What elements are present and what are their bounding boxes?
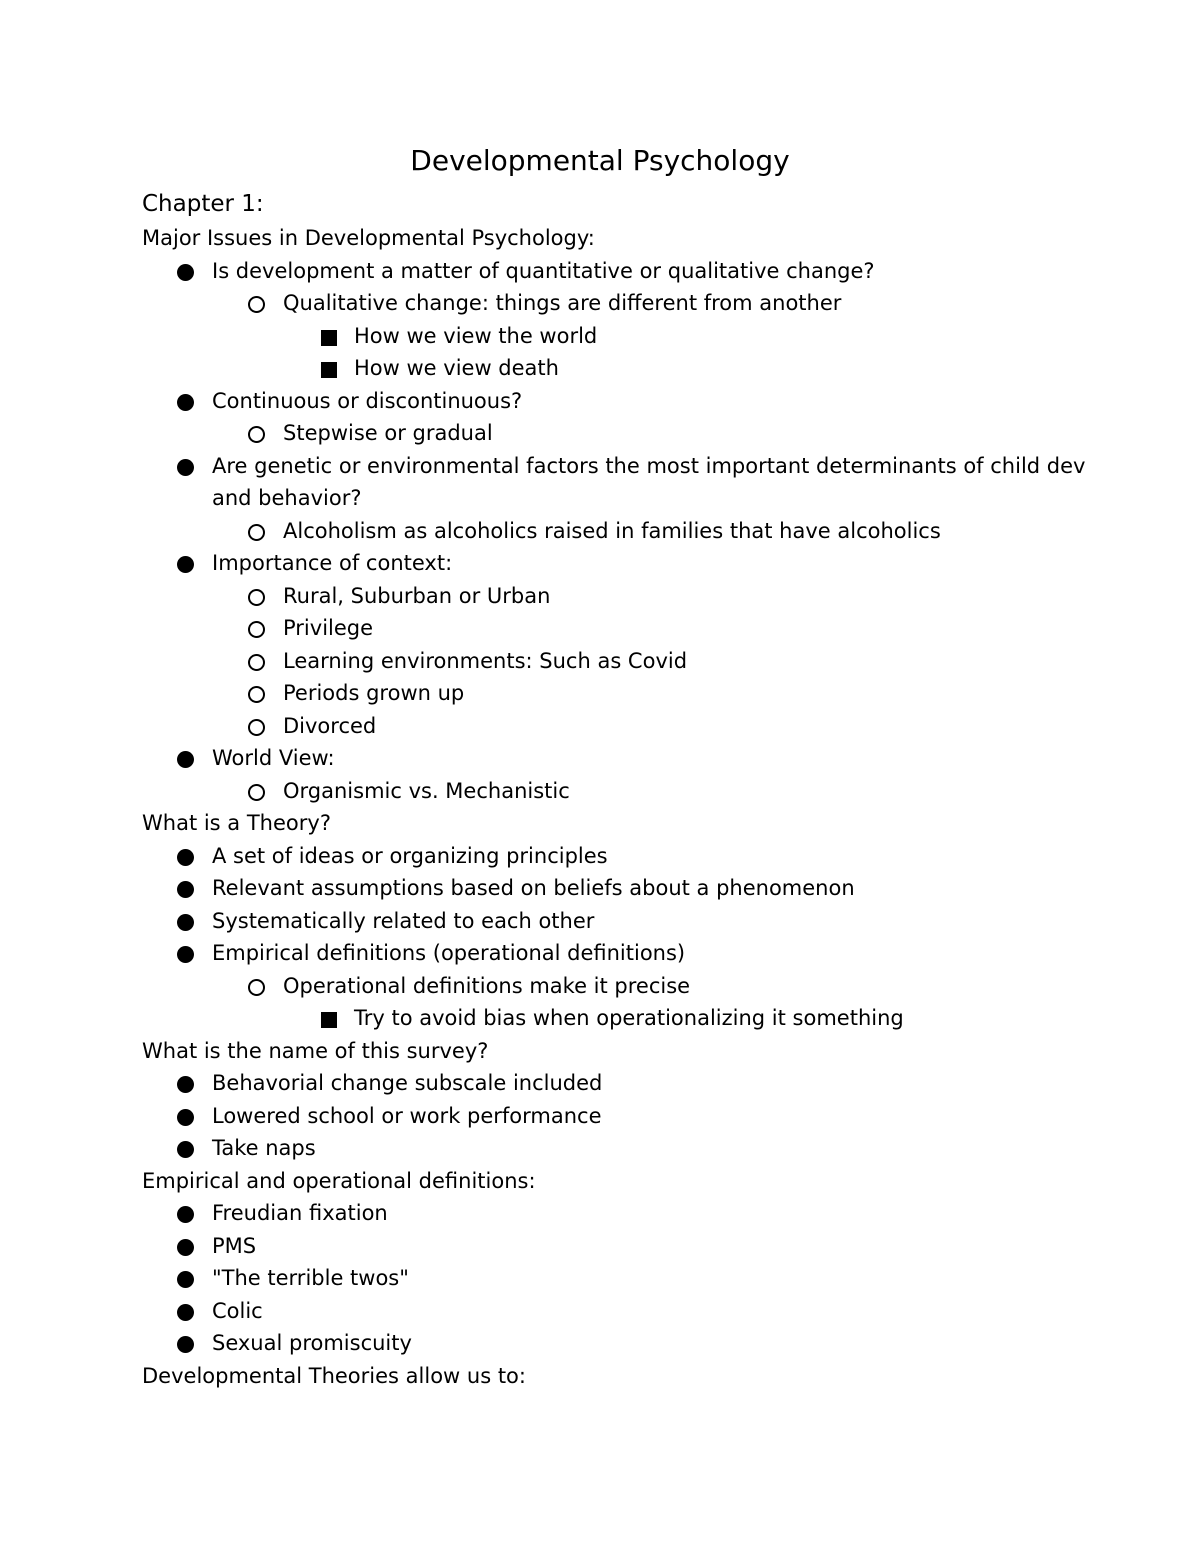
- hollow-bullet-icon: [248, 784, 265, 801]
- document-title: Developmental Psychology: [410, 144, 790, 177]
- list-item: Are genetic or environmental factors the most important determinants of child dev: [0, 450, 1200, 483]
- section-heading: Major Issues in Developmental Psychology:: [142, 226, 595, 250]
- hollow-bullet-icon: [248, 686, 265, 703]
- square-bullet-icon: [321, 330, 337, 346]
- filled-bullet-icon: [177, 1076, 194, 1093]
- section-heading: Developmental Theories allow us to:: [142, 1363, 526, 1388]
- section-heading: What is the name of this survey?: [142, 1038, 489, 1063]
- list-item: Organismic vs. Mechanistic: [0, 775, 1200, 808]
- filled-bullet-icon: [177, 881, 194, 898]
- hollow-bullet-icon: [248, 296, 265, 313]
- list-item: Stepwise or gradual: [0, 417, 1200, 450]
- filled-bullet-icon: [177, 751, 194, 768]
- list-item: A set of ideas or organizing principles: [0, 840, 1200, 873]
- hollow-bullet-icon: [248, 589, 265, 606]
- list-item: Importance of context:: [0, 547, 1200, 580]
- list-item: Empirical definitions (operational definitions): [0, 937, 1200, 970]
- filled-bullet-icon: [177, 556, 194, 573]
- hollow-bullet-icon: [248, 654, 265, 671]
- section-heading: What is a Theory?: [142, 811, 331, 835]
- filled-bullet-icon: [177, 459, 194, 476]
- list-item: Continuous or discontinuous?: [0, 385, 1200, 418]
- list-item: "The terrible twos": [0, 1262, 1200, 1295]
- chapter-heading: Chapter 1:: [142, 191, 264, 217]
- filled-bullet-icon: [177, 1206, 194, 1223]
- list-item: Take naps: [0, 1132, 1200, 1165]
- list-item: Periods grown up: [0, 677, 1200, 710]
- list-item: World View:: [0, 742, 1200, 775]
- list-item: Divorced: [0, 710, 1200, 743]
- hollow-bullet-icon: [248, 621, 265, 638]
- list-item: Systematically related to each other: [0, 905, 1200, 938]
- filled-bullet-icon: [177, 1336, 194, 1353]
- list-item: PMS: [0, 1230, 1200, 1263]
- list-item-continuation: and behavior?: [212, 486, 362, 510]
- list-item: Operational definitions make it precise: [0, 970, 1200, 1003]
- list-item: Is development a matter of quantitative or qualitative change?: [0, 255, 1200, 288]
- filled-bullet-icon: [177, 849, 194, 866]
- filled-bullet-icon: [177, 1109, 194, 1126]
- list-item: How we view the world: [0, 320, 1200, 353]
- filled-bullet-icon: [177, 946, 194, 963]
- filled-bullet-icon: [177, 1271, 194, 1288]
- list-item: Colic: [0, 1295, 1200, 1328]
- hollow-bullet-icon: [248, 524, 265, 541]
- list-item: Behavorial change subscale included: [0, 1067, 1200, 1100]
- filled-bullet-icon: [177, 394, 194, 411]
- list-item: Lowered school or work performance: [0, 1100, 1200, 1133]
- list-item: Sexual promiscuity: [0, 1327, 1200, 1360]
- list-item: How we view death: [0, 352, 1200, 385]
- list-item: Freudian fixation: [0, 1197, 1200, 1230]
- filled-bullet-icon: [177, 914, 194, 931]
- list-item: Relevant assumptions based on beliefs about a phenomenon: [0, 872, 1200, 905]
- filled-bullet-icon: [177, 264, 194, 281]
- square-bullet-icon: [321, 1012, 337, 1028]
- list-item: Rural, Suburban or Urban: [0, 580, 1200, 613]
- hollow-bullet-icon: [248, 979, 265, 996]
- document-body: [0, 186, 1200, 1392]
- filled-bullet-icon: [177, 1141, 194, 1158]
- hollow-bullet-icon: [248, 426, 265, 443]
- filled-bullet-icon: [177, 1239, 194, 1256]
- list-item: Learning environments: Such as Covid: [0, 645, 1200, 678]
- section-heading: Empirical and operational definitions:: [142, 1168, 536, 1193]
- list-item: Privilege: [0, 612, 1200, 645]
- filled-bullet-icon: [177, 1304, 194, 1321]
- list-item: Qualitative change: things are different from another: [0, 287, 1200, 320]
- square-bullet-icon: [321, 362, 337, 378]
- hollow-bullet-icon: [248, 719, 265, 736]
- list-item: Alcoholism as alcoholics raised in families that have alcoholics: [0, 515, 1200, 548]
- list-item: Try to avoid bias when operationalizing it something: [0, 1002, 1200, 1035]
